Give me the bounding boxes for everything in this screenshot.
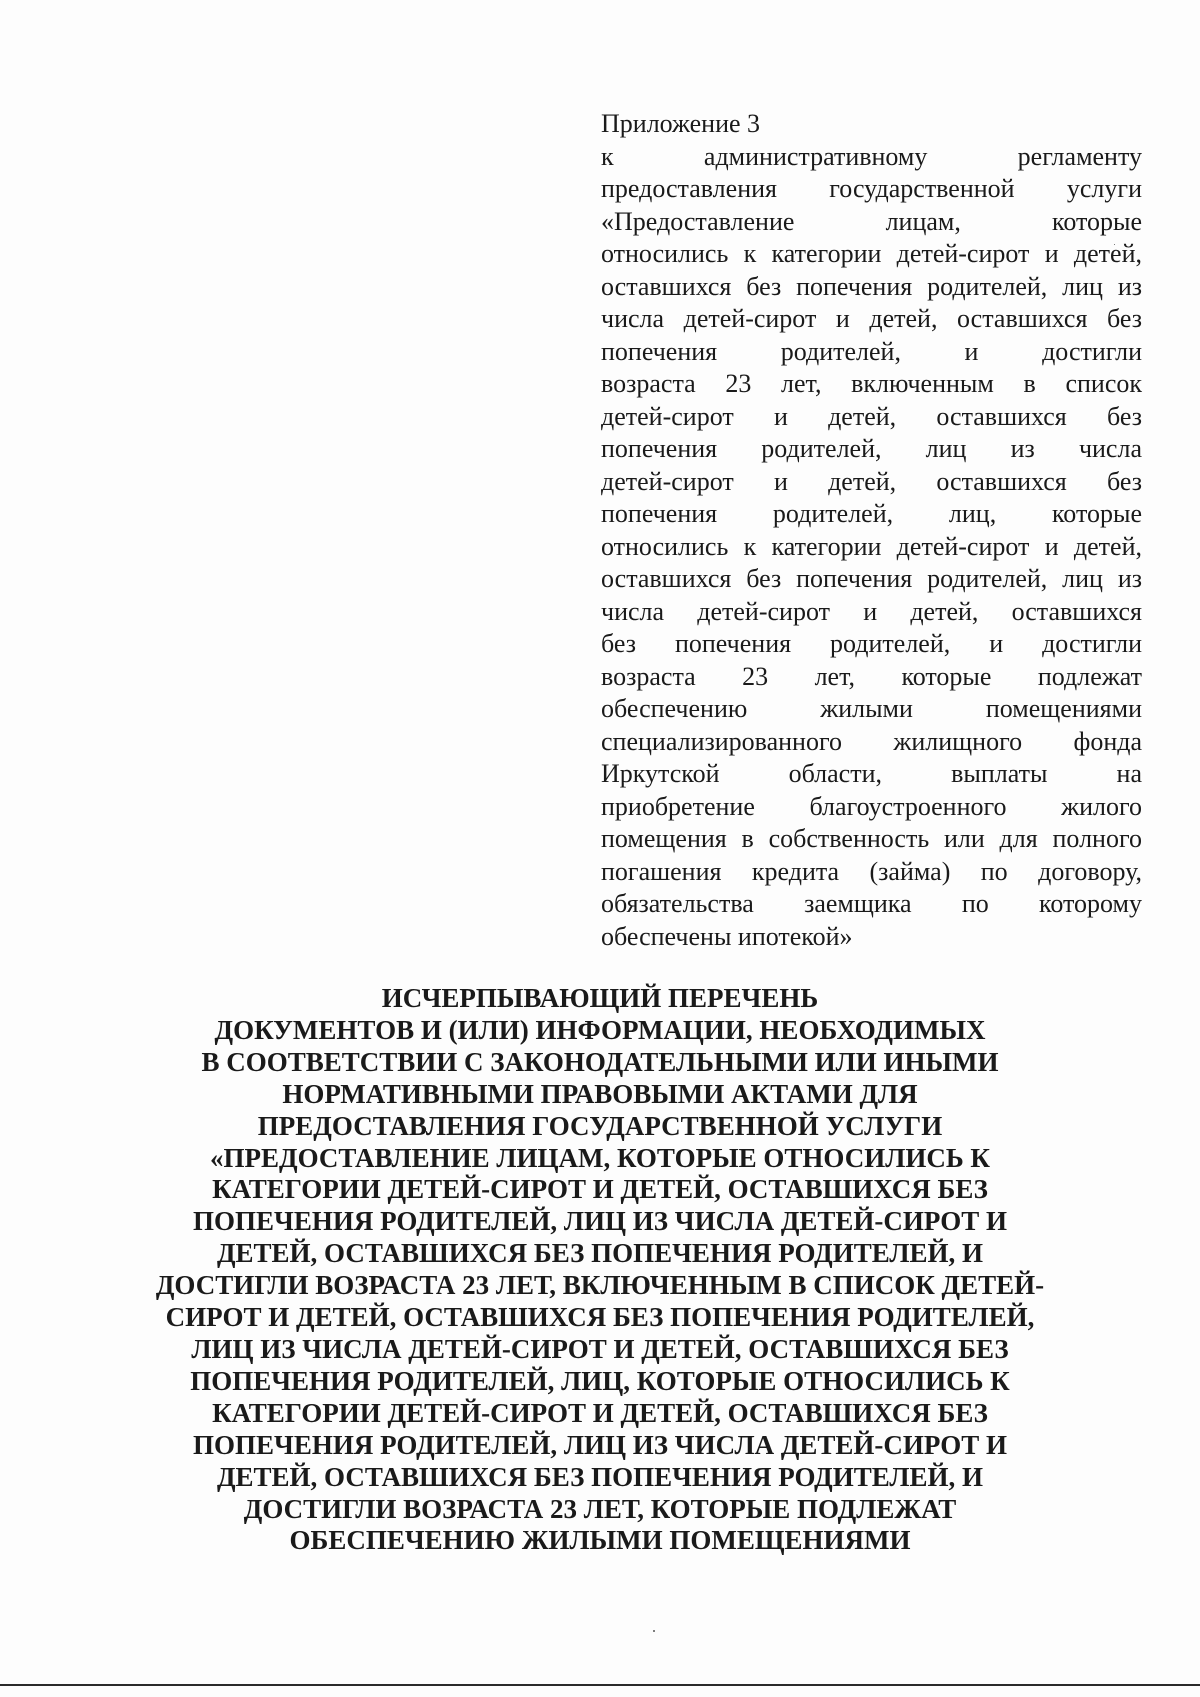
title-line: ДОСТИГЛИ ВОЗРАСТА 23 ЛЕТ, КОТОРЫЕ ПОДЛЕЖАТ [243, 1493, 957, 1524]
appendix-line: обеспечению жилыми помещениями [601, 694, 1142, 723]
appendix-line: попечения родителей, лиц, которые [601, 499, 1142, 528]
appendix-reference-block [601, 108, 1142, 953]
appendix-line: числа детей-сирот и детей, оставшихся без [601, 304, 1142, 333]
appendix-line: детей-сирот и детей, оставшихся без [601, 401, 1142, 431]
appendix-line: помещения в собственность или для полного [601, 824, 1142, 853]
title-line: ПРЕДОСТАВЛЕНИЯ ГОСУДАРСТВЕННОЙ УСЛУГИ [257, 1110, 943, 1141]
title-line: СИРОТ И ДЕТЕЙ, ОСТАВШИХСЯ БЕЗ ПОПЕЧЕНИЯ РОДИТЕЛЕЙ, [165, 1302, 1035, 1333]
document-title [130, 983, 1070, 1557]
appendix-line: детей-сирот и детей, оставшихся без [601, 466, 1142, 496]
title-line: ДЕТЕЙ, ОСТАВШИХСЯ БЕЗ ПОПЕЧЕНИЯ РОДИТЕЛЕЙ, И [216, 1238, 984, 1269]
appendix-line: оставшихся без попечения родителей, лиц из [601, 564, 1142, 593]
title-line: ИСЧЕРПЫВАЮЩИЙ ПЕРЕЧЕНЬ [381, 983, 819, 1013]
appendix-heading: Приложение 3 [601, 109, 761, 138]
appendix-line: возраста 23 лет, которые подлежат [601, 661, 1142, 691]
appendix-line: относились к категории детей-сирот и детей, [601, 531, 1142, 561]
appendix-line: к административному регламенту [601, 141, 1142, 171]
title-line: ЛИЦ ИЗ ЧИСЛА ДЕТЕЙ-СИРОТ И ДЕТЕЙ, ОСТАВШИХСЯ БЕЗ [191, 1333, 1009, 1364]
title-line: ПОПЕЧЕНИЯ РОДИТЕЛЕЙ, ЛИЦ ИЗ ЧИСЛА ДЕТЕЙ-СИРОТ И [192, 1429, 1008, 1460]
title-line: КАТЕГОРИИ ДЕТЕЙ-СИРОТ И ДЕТЕЙ, ОСТАВШИХСЯ БЕЗ [212, 1397, 988, 1428]
title-line: НОРМАТИВНЫМИ ПРАВОВЫМИ АКТАМИ ДЛЯ [282, 1078, 918, 1109]
title-line: В СООТВЕТСТВИИ С ЗАКОНОДАТЕЛЬНЫМИ ИЛИ ИНЫМИ [201, 1046, 999, 1077]
title-line: ПОПЕЧЕНИЯ РОДИТЕЛЕЙ, ЛИЦ, КОТОРЫЕ ОТНОСИЛИСЬ К [190, 1365, 1010, 1396]
scan-speck [653, 1630, 655, 1632]
title-line: «ПРЕДОСТАВЛЕНИЕ ЛИЦАМ, КОТОРЫЕ ОТНОСИЛИСЬ К [209, 1142, 990, 1173]
appendix-line: Иркутской области, выплаты на [601, 759, 1142, 788]
appendix-line: возраста 23 лет, включенным в список [601, 369, 1142, 398]
title-line: ПОПЕЧЕНИЯ РОДИТЕЛЕЙ, ЛИЦ ИЗ ЧИСЛА ДЕТЕЙ-СИРОТ И [192, 1206, 1008, 1237]
appendix-line: обеспечены ипотекой» [601, 921, 853, 951]
title-line: ДЕТЕЙ, ОСТАВШИХСЯ БЕЗ ПОПЕЧЕНИЯ РОДИТЕЛЕЙ, И [216, 1461, 984, 1492]
appendix-line: числа детей-сирот и детей, оставшихся [601, 596, 1142, 626]
appendix-line: специализированного жилищного фонда [601, 726, 1142, 756]
appendix-line: относились к категории детей-сирот и детей, [601, 239, 1142, 268]
title-line: КАТЕГОРИИ ДЕТЕЙ-СИРОТ И ДЕТЕЙ, ОСТАВШИХСЯ БЕЗ [212, 1174, 988, 1205]
appendix-line: без попечения родителей, и достигли [601, 629, 1142, 658]
appendix-line: попечения родителей, лиц из числа [601, 434, 1142, 463]
appendix-line: предоставления государственной услуги [601, 174, 1142, 203]
title-line: ДОСТИГЛИ ВОЗРАСТА 23 ЛЕТ, ВКЛЮЧЕННЫМ В СПИСОК ДЕТЕЙ- [155, 1270, 1045, 1301]
title-line: ДОКУМЕНТОВ И (ИЛИ) ИНФОРМАЦИИ, НЕОБХОДИМЫХ [214, 1014, 986, 1045]
appendix-line: «Предоставление лицам, которые [601, 206, 1142, 236]
appendix-line: приобретение благоустроенного жилого [601, 791, 1142, 821]
title-line: ОБЕСПЕЧЕНИЮ ЖИЛЫМИ ПОМЕЩЕНИЯМИ [289, 1525, 911, 1556]
page-bottom-rule [0, 1684, 1200, 1686]
appendix-line: погашения кредита (займа) по договору, [601, 856, 1142, 886]
appendix-line: обязательства заемщика по которому [601, 889, 1142, 918]
appendix-line: попечения родителей, и достигли [601, 336, 1142, 366]
appendix-line: оставшихся без попечения родителей, лиц из [601, 271, 1142, 301]
